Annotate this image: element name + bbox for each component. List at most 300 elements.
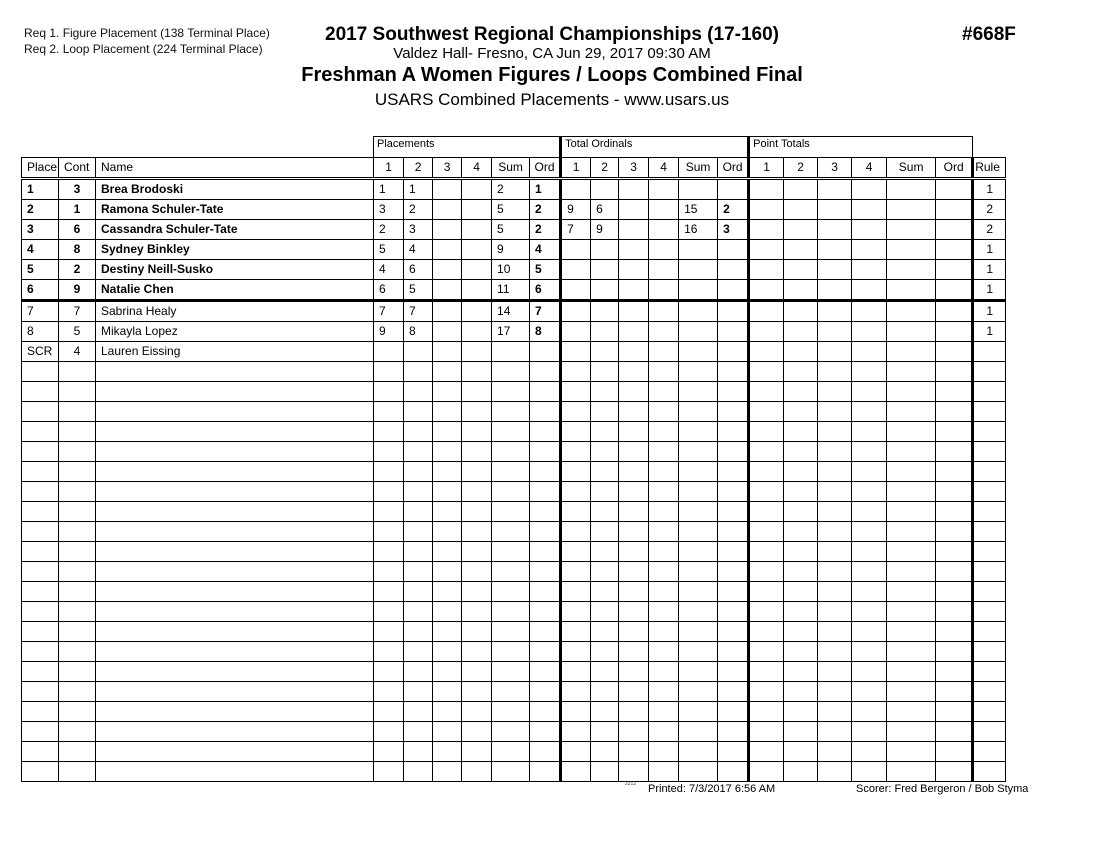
rule: 1: [973, 301, 1006, 322]
empty-cell: [404, 462, 433, 482]
name: Sydney Binkley: [96, 240, 374, 260]
empty-cell: [433, 642, 462, 662]
competition-title: 2017 Southwest Regional Championships (17-160): [325, 24, 779, 45]
empty-cell: [718, 462, 749, 482]
empty-cell: [818, 402, 852, 422]
empty-cell: [22, 482, 59, 502]
cell: [374, 342, 404, 362]
empty-cell: [852, 362, 887, 382]
empty-cell: [936, 402, 973, 422]
empty-cell: [404, 582, 433, 602]
empty-cell: [784, 682, 818, 702]
empty-cell: [492, 442, 530, 462]
cont: 5: [59, 322, 96, 342]
rule: 2: [973, 220, 1006, 240]
cell: [649, 179, 679, 200]
empty-cell: [784, 702, 818, 722]
cell: 3: [374, 200, 404, 220]
empty-cell: [619, 382, 649, 402]
cell: [679, 280, 718, 301]
empty-cell: [749, 422, 784, 442]
empty-cell: [462, 422, 492, 442]
place: SCR: [22, 342, 59, 362]
empty-cell: [887, 502, 936, 522]
empty-cell: [462, 662, 492, 682]
empty-cell: [22, 642, 59, 662]
empty-cell: [591, 682, 619, 702]
empty-cell: [59, 642, 96, 662]
empty-cell: [973, 422, 1006, 442]
empty-cell: [462, 642, 492, 662]
empty-cell: [852, 742, 887, 762]
results-table: [21, 136, 1006, 782]
empty-cell: [784, 762, 818, 782]
cell: [591, 301, 619, 322]
column-header: Cont: [59, 158, 96, 179]
cell: [784, 200, 818, 220]
column-header: 2: [784, 158, 818, 179]
empty-cell: [649, 682, 679, 702]
empty-cell: [374, 622, 404, 642]
empty-cell: [22, 622, 59, 642]
empty-cell: [96, 562, 374, 582]
cell: [679, 260, 718, 280]
empty-cell: [404, 522, 433, 542]
empty-cell: [492, 402, 530, 422]
empty-cell: [591, 722, 619, 742]
empty-cell: [462, 362, 492, 382]
empty-cell: [749, 562, 784, 582]
empty-cell: [619, 362, 649, 382]
cell: 7: [530, 301, 561, 322]
empty-cell: [818, 482, 852, 502]
empty-cell: [591, 582, 619, 602]
cell: [852, 322, 887, 342]
table-row: [22, 220, 1006, 240]
empty-cell: [374, 502, 404, 522]
printed-timestamp: Printed: 7/3/2017 6:56 AM: [648, 783, 776, 795]
empty-cell: [433, 722, 462, 742]
empty-cell: [784, 382, 818, 402]
empty-cell: [619, 402, 649, 422]
empty-cell: [718, 522, 749, 542]
empty-cell: [374, 602, 404, 622]
empty-cell: [22, 702, 59, 722]
empty-cell: [887, 542, 936, 562]
empty-cell: [433, 602, 462, 622]
empty-cell: [679, 562, 718, 582]
empty-cell: [530, 722, 561, 742]
empty-cell: [718, 422, 749, 442]
cell: 14: [492, 301, 530, 322]
empty-cell: [591, 402, 619, 422]
cell: [619, 179, 649, 200]
name: Destiny Neill-Susko: [96, 260, 374, 280]
cell: [561, 240, 591, 260]
empty-cell: [530, 642, 561, 662]
empty-cell: [96, 382, 374, 402]
empty-cell: [649, 562, 679, 582]
cell: [887, 342, 936, 362]
empty-cell: [96, 522, 374, 542]
empty-cell: [749, 362, 784, 382]
requirement-2: Req 2. Loop Placement (224 Terminal Place): [24, 42, 263, 56]
cell: [649, 322, 679, 342]
empty-cell: [649, 422, 679, 442]
empty-cell: [530, 462, 561, 482]
empty-cell: [433, 462, 462, 482]
rule: 1: [973, 260, 1006, 280]
empty-cell: [561, 462, 591, 482]
cont: 3: [59, 179, 96, 200]
cell: [462, 301, 492, 322]
cell: [852, 240, 887, 260]
empty-cell: [22, 362, 59, 382]
code: 2212: [625, 781, 637, 787]
cell: [433, 342, 462, 362]
cell: 9: [374, 322, 404, 342]
name: Natalie Chen: [96, 280, 374, 301]
cell: [852, 280, 887, 301]
empty-cell: [718, 702, 749, 722]
empty-cell: [749, 482, 784, 502]
empty-cell: [492, 642, 530, 662]
cell: [887, 200, 936, 220]
empty-cell: [59, 522, 96, 542]
cell: [679, 342, 718, 362]
empty-cell: [749, 542, 784, 562]
empty-cell: [619, 462, 649, 482]
empty-cell: [936, 522, 973, 542]
empty-cell: [973, 762, 1006, 782]
place: 1: [22, 179, 59, 200]
empty-cell: [818, 602, 852, 622]
empty-cell: [59, 722, 96, 742]
empty-cell: [718, 722, 749, 742]
empty-cell: [433, 542, 462, 562]
cell: [462, 260, 492, 280]
place: 8: [22, 322, 59, 342]
empty-cell: [784, 482, 818, 502]
empty-cell: [679, 422, 718, 442]
empty-cell: [649, 642, 679, 662]
empty-cell: [22, 722, 59, 742]
empty-cell: [96, 462, 374, 482]
empty-cell: [936, 582, 973, 602]
place: 4: [22, 240, 59, 260]
empty-cell: [462, 502, 492, 522]
cell: 16: [679, 220, 718, 240]
empty-cell: [591, 742, 619, 762]
cell: [718, 260, 749, 280]
cell: [404, 342, 433, 362]
subtitle: USARS Combined Placements - www.usars.us: [374, 90, 730, 109]
column-header: Name: [96, 158, 374, 179]
empty-cell: [852, 522, 887, 542]
empty-cell: [818, 522, 852, 542]
empty-cell: [887, 582, 936, 602]
column-header: Ord: [936, 158, 973, 179]
cell: [818, 342, 852, 362]
empty-row: [22, 502, 1006, 522]
cell: [936, 280, 973, 301]
cell: [936, 240, 973, 260]
rule: 2: [973, 200, 1006, 220]
empty-cell: [718, 602, 749, 622]
empty-cell: [936, 622, 973, 642]
empty-cell: [619, 602, 649, 622]
cell: [591, 322, 619, 342]
empty-cell: [561, 522, 591, 542]
cell: 9: [492, 240, 530, 260]
empty-cell: [936, 642, 973, 662]
empty-cell: [530, 682, 561, 702]
empty-cell: [973, 462, 1006, 482]
empty-cell: [718, 762, 749, 782]
cell: 5: [404, 280, 433, 301]
empty-cell: [59, 422, 96, 442]
empty-cell: [973, 682, 1006, 702]
empty-cell: [591, 562, 619, 582]
cell: 1: [404, 179, 433, 200]
empty-cell: [404, 622, 433, 642]
empty-cell: [404, 702, 433, 722]
empty-cell: [404, 662, 433, 682]
cell: [718, 342, 749, 362]
empty-cell: [887, 722, 936, 742]
name: Brea Brodoski: [96, 179, 374, 200]
empty-cell: [936, 562, 973, 582]
empty-cell: [433, 522, 462, 542]
cell: 9: [591, 220, 619, 240]
cell: [852, 260, 887, 280]
table-row: [22, 301, 1006, 322]
empty-cell: [936, 722, 973, 742]
empty-cell: [404, 442, 433, 462]
empty-cell: [679, 382, 718, 402]
empty-cell: [619, 622, 649, 642]
cell: [749, 342, 784, 362]
cell: [649, 260, 679, 280]
empty-cell: [818, 362, 852, 382]
cell: 15: [679, 200, 718, 220]
cell: [619, 280, 649, 301]
empty-cell: [852, 422, 887, 442]
place: 7: [22, 301, 59, 322]
column-header: 4: [462, 158, 492, 179]
empty-cell: [679, 582, 718, 602]
empty-row: [22, 622, 1006, 642]
cell: [591, 342, 619, 362]
empty-cell: [561, 762, 591, 782]
empty-cell: [936, 742, 973, 762]
empty-cell: [492, 462, 530, 482]
cell: 2: [530, 200, 561, 220]
empty-cell: [462, 602, 492, 622]
column-header: 4: [649, 158, 679, 179]
empty-cell: [679, 462, 718, 482]
empty-cell: [619, 662, 649, 682]
empty-cell: [718, 642, 749, 662]
cell: [784, 322, 818, 342]
cell: [887, 240, 936, 260]
empty-cell: [749, 602, 784, 622]
cell: 2: [718, 200, 749, 220]
cell: [936, 301, 973, 322]
empty-cell: [936, 482, 973, 502]
empty-cell: [936, 602, 973, 622]
rule: [973, 342, 1006, 362]
cell: [936, 200, 973, 220]
column-header: 2: [404, 158, 433, 179]
cell: [561, 301, 591, 322]
empty-cell: [591, 502, 619, 522]
empty-cell: [749, 442, 784, 462]
empty-cell: [679, 662, 718, 682]
empty-cell: [718, 562, 749, 582]
cell: 8: [404, 322, 433, 342]
empty-cell: [59, 382, 96, 402]
empty-cell: [530, 702, 561, 722]
empty-cell: [784, 522, 818, 542]
empty-cell: [530, 522, 561, 542]
empty-cell: [492, 622, 530, 642]
empty-cell: [530, 402, 561, 422]
empty-cell: [96, 502, 374, 522]
cell: [784, 260, 818, 280]
empty-cell: [973, 402, 1006, 422]
empty-cell: [492, 662, 530, 682]
name: Cassandra Schuler-Tate: [96, 220, 374, 240]
empty-cell: [887, 422, 936, 442]
empty-cell: [374, 482, 404, 502]
empty-cell: [887, 362, 936, 382]
empty-cell: [96, 762, 374, 782]
column-header: Sum: [679, 158, 718, 179]
empty-cell: [749, 702, 784, 722]
empty-cell: [462, 482, 492, 502]
cont: 4: [59, 342, 96, 362]
cell: [561, 280, 591, 301]
cell: [492, 342, 530, 362]
cell: [887, 301, 936, 322]
empty-cell: [96, 582, 374, 602]
empty-cell: [374, 682, 404, 702]
empty-cell: [619, 442, 649, 462]
empty-cell: [433, 502, 462, 522]
empty-cell: [59, 462, 96, 482]
empty-cell: [462, 722, 492, 742]
cell: [649, 280, 679, 301]
empty-cell: [59, 702, 96, 722]
empty-cell: [492, 702, 530, 722]
empty-row: [22, 602, 1006, 622]
empty-cell: [852, 682, 887, 702]
empty-cell: [852, 482, 887, 502]
cell: [936, 220, 973, 240]
empty-cell: [852, 462, 887, 482]
empty-cell: [530, 662, 561, 682]
empty-cell: [404, 362, 433, 382]
table-row: [22, 260, 1006, 280]
empty-cell: [433, 402, 462, 422]
empty-cell: [96, 602, 374, 622]
empty-row: [22, 762, 1006, 782]
empty-cell: [679, 442, 718, 462]
cell: 1: [374, 179, 404, 200]
empty-cell: [649, 722, 679, 742]
empty-cell: [561, 642, 591, 662]
empty-cell: [718, 742, 749, 762]
empty-cell: [679, 542, 718, 562]
cell: 9: [561, 200, 591, 220]
empty-cell: [59, 402, 96, 422]
empty-cell: [887, 522, 936, 542]
empty-cell: [591, 762, 619, 782]
empty-cell: [561, 362, 591, 382]
empty-cell: [374, 762, 404, 782]
empty-cell: [96, 682, 374, 702]
empty-cell: [679, 602, 718, 622]
empty-cell: [530, 362, 561, 382]
empty-cell: [852, 542, 887, 562]
empty-cell: [749, 742, 784, 762]
cell: [887, 322, 936, 342]
empty-row: [22, 362, 1006, 382]
cell: [852, 342, 887, 362]
empty-row: [22, 522, 1006, 542]
empty-row: [22, 562, 1006, 582]
empty-row: [22, 442, 1006, 462]
empty-cell: [649, 542, 679, 562]
cell: 4: [404, 240, 433, 260]
empty-cell: [852, 582, 887, 602]
empty-cell: [433, 422, 462, 442]
empty-cell: [619, 422, 649, 442]
place: 6: [22, 280, 59, 301]
cell: [749, 322, 784, 342]
empty-cell: [374, 422, 404, 442]
cell: [619, 301, 649, 322]
empty-cell: [749, 722, 784, 742]
empty-cell: [649, 462, 679, 482]
empty-cell: [784, 622, 818, 642]
empty-cell: [936, 422, 973, 442]
empty-cell: [649, 362, 679, 382]
empty-cell: [718, 542, 749, 562]
empty-cell: [936, 762, 973, 782]
cell: 2: [374, 220, 404, 240]
empty-cell: [936, 662, 973, 682]
cell: [784, 179, 818, 200]
empty-cell: [22, 382, 59, 402]
empty-cell: [973, 722, 1006, 742]
cont: 9: [59, 280, 96, 301]
empty-cell: [530, 562, 561, 582]
empty-cell: [462, 542, 492, 562]
empty-cell: [22, 682, 59, 702]
cell: [818, 280, 852, 301]
empty-cell: [649, 762, 679, 782]
group-header-row: [22, 137, 1006, 158]
empty-cell: [887, 402, 936, 422]
empty-cell: [433, 762, 462, 782]
empty-cell: [492, 502, 530, 522]
cell: 7: [404, 301, 433, 322]
empty-cell: [492, 382, 530, 402]
empty-cell: [591, 442, 619, 462]
empty-cell: [679, 482, 718, 502]
